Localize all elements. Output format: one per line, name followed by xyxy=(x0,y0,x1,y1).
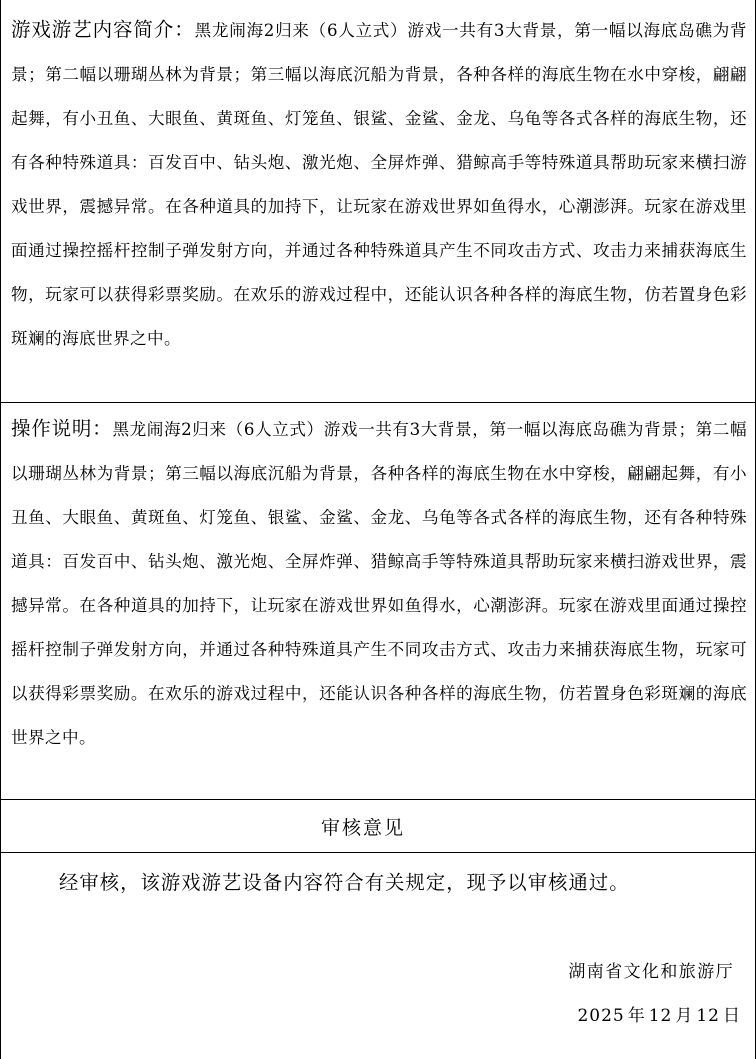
review-opinion-text: 经审核，该游戏游艺设备内容符合有关规定，现予以审核通过。 xyxy=(59,871,630,894)
operation-paragraph xyxy=(1,407,755,760)
date-day-unit: 日 xyxy=(723,1006,741,1026)
operation-text: 黑龙闹海2归来（6人立式）游戏一共有3大背景，第一幅以海底岛礁为背景；第二幅以珊瑚丛林为背景；第三幅以海底沉船为背景，各种各样的海底生物在水中穿梭，翩翩起舞，有小丑鱼、大眼鱼、黄斑鱼、灯笼鱼、银鲨、金鲨、金龙、乌龟等各式各样的海底生物，还有各种特殊道具：百发百中、钻头炮、激光炮、全屏炸弹、猎鲸高手等特殊道具帮助玩家来横扫游戏世界，震撼异常。在各种道具的加持下，让玩家在游戏世界如鱼得水，心潮澎湃。玩家在游戏里面通过操控摇杆控制子弹发射方向，并通过各种特殊道具产生不同攻击方式、攻击力来捕获海底生物，玩家可以获得彩票奖励。在欢乐的游戏过程中，还能认识各种各样的海底生物，仿若置身色彩斑斓的海底世界之中。 xyxy=(11,420,747,747)
date-year-unit: 年 xyxy=(627,1006,646,1026)
content-intro-paragraph xyxy=(1,8,755,361)
date-year: 2025 xyxy=(577,1006,625,1026)
date-day: 12 xyxy=(696,1006,720,1026)
date-month-unit: 月 xyxy=(675,1006,694,1026)
operation-label: 操作说明： xyxy=(11,417,113,440)
operation-section xyxy=(1,403,755,800)
review-body-section xyxy=(1,853,755,1059)
content-intro-section xyxy=(1,0,755,403)
review-date xyxy=(574,1001,741,1026)
content-intro-text: 黑龙闹海2归来（6人立式）游戏一共有3大背景，第一幅以海底岛礁为背景；第二幅以珊瑚丛林为背景；第三幅以海底沉船为背景，各种各样的海底生物在水中穿梭，翩翩起舞，有小丑鱼、大眼鱼、黄斑鱼、灯笼鱼、银鲨、金鲨、金龙、乌龟等各式各样的海底生物，还有各种特殊道具：百发百中、钻头炮、激光炮、全屏炸弹、猎鲸高手等特殊道具帮助玩家来横扫游戏世界，震撼异常。在各种道具的加持下，让玩家在游戏世界如鱼得水，心潮澎湃。玩家在游戏里面通过操控摇杆控制子弹发射方向，并通过各种特殊道具产生不同攻击方式、攻击力来捕获海底生物，玩家可以获得彩票奖励。在欢乐的游戏过程中，还能认识各种各样的海底生物，仿若置身色彩斑斓的海底世界之中。 xyxy=(11,21,747,348)
issuing-authority: 湖南省文化和旅游厅 xyxy=(568,962,734,982)
content-intro-label: 游戏游艺内容简介： xyxy=(11,18,195,41)
review-heading: 审核意见 xyxy=(320,816,405,839)
review-heading-row xyxy=(1,800,755,853)
date-month: 12 xyxy=(648,1006,673,1026)
